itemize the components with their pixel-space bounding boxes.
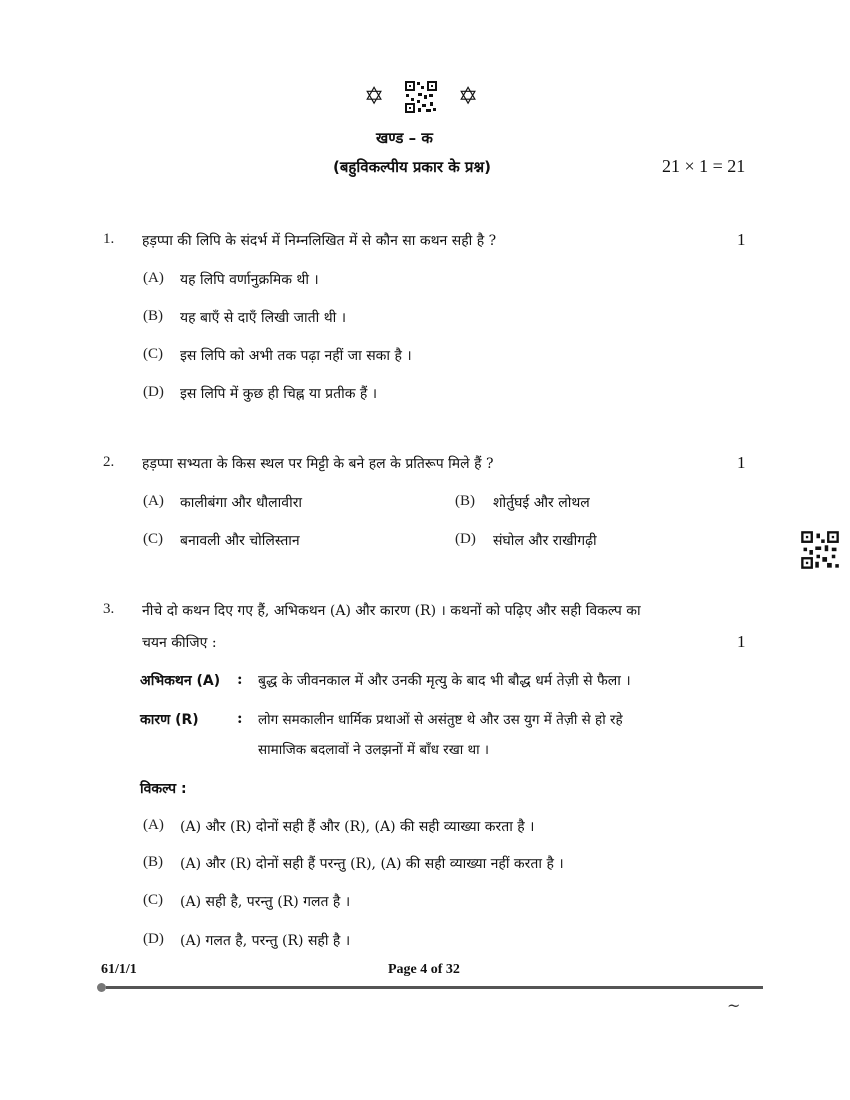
paper-code: 61/1/1 bbox=[101, 962, 137, 977]
page-number: Page 4 of 32 bbox=[388, 962, 460, 977]
option-label: (A) bbox=[143, 817, 164, 833]
footer-bullet bbox=[97, 983, 106, 992]
footer-tilde: ~ bbox=[727, 996, 741, 1015]
section-title: खण्ड – क bbox=[376, 129, 433, 147]
reason-text-line2: सामाजिक बदलावों ने उलझनों में बाँध रखा था । bbox=[258, 742, 490, 758]
section-subtitle: (बहुविकल्पीय प्रकार के प्रश्न) bbox=[333, 158, 491, 176]
question-number: 1. bbox=[103, 231, 115, 247]
option-text: इस लिपि को अभी तक पढ़ा नहीं जा सका है । bbox=[180, 348, 412, 364]
reason-label: कारण (R) bbox=[140, 712, 199, 728]
question-number: 3. bbox=[103, 601, 115, 617]
star-left-icon: ✡ bbox=[364, 82, 385, 110]
option-text: (A) गलत है, परन्तु (R) सही है । bbox=[180, 933, 351, 949]
option-label: (A) bbox=[143, 270, 164, 286]
option-label: (D) bbox=[143, 384, 164, 400]
question-text: हड़प्पा सभ्यता के किस स्थल पर मिट्टी के बने हल के प्रतिरूप मिले हैं ? bbox=[142, 456, 494, 472]
question-marks: 1 bbox=[737, 453, 746, 472]
option-label: (C) bbox=[143, 892, 163, 908]
question-text: हड़प्पा की लिपि के संदर्भ में निम्नलिखित में से कौन सा कथन सही है ? bbox=[142, 233, 497, 249]
side-qr-code-icon bbox=[800, 530, 840, 570]
option-text: संघोल और राखीगढ़ी bbox=[493, 533, 597, 549]
option-label: (B) bbox=[143, 308, 163, 324]
question-text-line1: नीचे दो कथन दिए गए हैं, अभिकथन (A) और कारण (R) । कथनों को पढ़िए और सही विकल्प का bbox=[142, 603, 641, 619]
option-label: (A) bbox=[143, 493, 164, 509]
option-text: (A) और (R) दोनों सही हैं और (R), (A) की सही व्याख्या करता है । bbox=[180, 819, 535, 835]
question-number: 2. bbox=[103, 454, 115, 470]
option-text: यह बाएँ से दाएँ लिखी जाती थी । bbox=[180, 310, 347, 326]
assertion-label: अभिकथन (A) bbox=[140, 673, 221, 689]
question-marks: 1 bbox=[737, 632, 746, 651]
reason-text-line1: लोग समकालीन धार्मिक प्रथाओं से असंतुष्ट थे और उस युग में तेज़ी से हो रहे bbox=[258, 712, 623, 728]
choices-label: विकल्प : bbox=[140, 781, 187, 797]
assertion-text: बुद्ध के जीवनकाल में और उनकी मृत्यु के बाद भी बौद्ध धर्म तेज़ी से फैला । bbox=[258, 673, 631, 689]
option-text: इस लिपि में कुछ ही चिह्न या प्रतीक हैं । bbox=[180, 386, 378, 402]
option-text: (A) और (R) दोनों सही हैं परन्तु (R), (A) की सही व्याख्या नहीं करता है । bbox=[180, 856, 564, 872]
option-label: (B) bbox=[455, 493, 475, 509]
footer-divider bbox=[106, 986, 763, 989]
option-text: (A) सही है, परन्तु (R) गलत है । bbox=[180, 894, 351, 910]
option-text: यह लिपि वर्णानुक्रमिक थी । bbox=[180, 272, 319, 288]
option-label: (D) bbox=[143, 931, 164, 947]
assertion-colon: : bbox=[237, 670, 243, 688]
option-text: बनावली और चोलिस्तान bbox=[180, 533, 300, 549]
option-text: कालीबंगा और धौलावीरा bbox=[180, 495, 303, 511]
star-right-icon: ✡ bbox=[458, 82, 479, 110]
option-text: शोर्तुघई और लोथल bbox=[493, 495, 590, 511]
question-marks: 1 bbox=[737, 230, 746, 249]
option-label: (C) bbox=[143, 346, 163, 362]
option-label: (D) bbox=[455, 531, 476, 547]
option-label: (B) bbox=[143, 854, 163, 870]
reason-colon: : bbox=[237, 709, 243, 727]
option-label: (C) bbox=[143, 531, 163, 547]
section-marks: 21 × 1 = 21 bbox=[662, 156, 746, 176]
question-text-line2: चयन कीजिए : bbox=[142, 635, 217, 651]
qr-code-icon bbox=[404, 80, 438, 114]
